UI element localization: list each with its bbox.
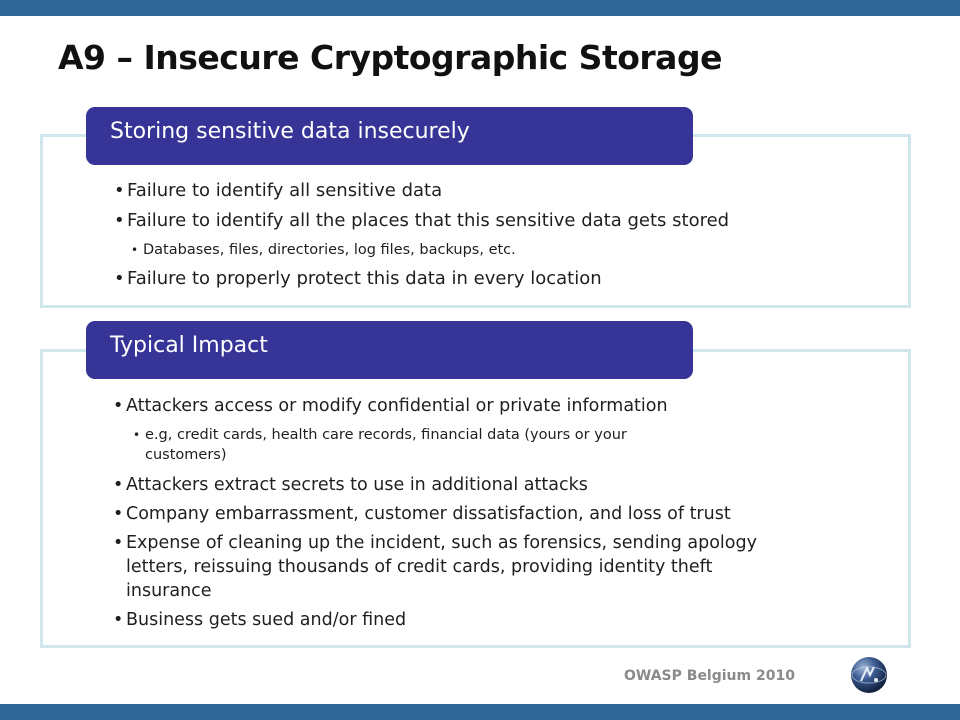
bullet-icon: • [113, 475, 124, 495]
list-item-text: insurance [126, 581, 212, 601]
list-item [113, 395, 668, 417]
bullet-icon: • [114, 210, 125, 231]
list-item-text: Failure to identify all sensitive data [127, 180, 443, 201]
list-item-continuation [126, 556, 712, 578]
list-item-text: Business gets sued and/or fined [126, 610, 407, 630]
list-subitem [131, 241, 516, 260]
bottom-bar [0, 704, 960, 720]
list-subitem [133, 426, 627, 445]
list-item-text: Attackers extract secrets to use in additional attacks [126, 475, 588, 495]
list-item-text: Expense of cleaning up the incident, such as forensics, sending apology [126, 533, 757, 553]
bullet-icon: • [113, 610, 124, 630]
list-item [113, 474, 588, 496]
footer-label: OWASP Belgium 2010 [624, 668, 795, 684]
bullet-icon: • [133, 428, 141, 442]
list-subitem-continuation [145, 446, 227, 465]
list-item [113, 503, 731, 525]
section2-heading: Typical Impact [86, 321, 693, 379]
list-item-text: Failure to properly protect this data in every location [127, 268, 602, 289]
bullet-icon: • [113, 504, 124, 524]
bullet-icon: • [113, 396, 124, 416]
list-item-text: e.g, credit cards, health care records, financial data (yours or your [145, 427, 627, 443]
owasp-logo-icon [850, 656, 888, 694]
list-item-text: customers) [145, 447, 227, 463]
section1-heading: Storing sensitive data insecurely [86, 107, 693, 165]
list-item [114, 180, 443, 202]
list-item [114, 268, 602, 290]
list-item-continuation [126, 580, 212, 602]
top-bar [0, 0, 960, 16]
bullet-icon: • [113, 533, 124, 553]
bullet-icon: • [131, 243, 139, 257]
list-item-text: Attackers access or modify confidential or private information [126, 396, 668, 416]
list-item [113, 609, 407, 631]
list-item-text: Company embarrassment, customer dissatisfaction, and loss of trust [126, 504, 731, 524]
list-item-text: Databases, files, directories, log files, backups, etc. [143, 242, 516, 258]
section2-panel [40, 349, 911, 648]
list-item [114, 210, 730, 232]
bullet-icon: • [114, 180, 125, 201]
bullet-icon: • [114, 268, 125, 289]
slide-title: A9 – Insecure Cryptographic Storage [58, 38, 722, 77]
list-item-text: letters, reissuing thousands of credit cards, providing identity theft [126, 557, 713, 577]
list-item-text: Failure to identify all the places that this sensitive data gets stored [127, 210, 730, 231]
list-item [113, 532, 757, 554]
